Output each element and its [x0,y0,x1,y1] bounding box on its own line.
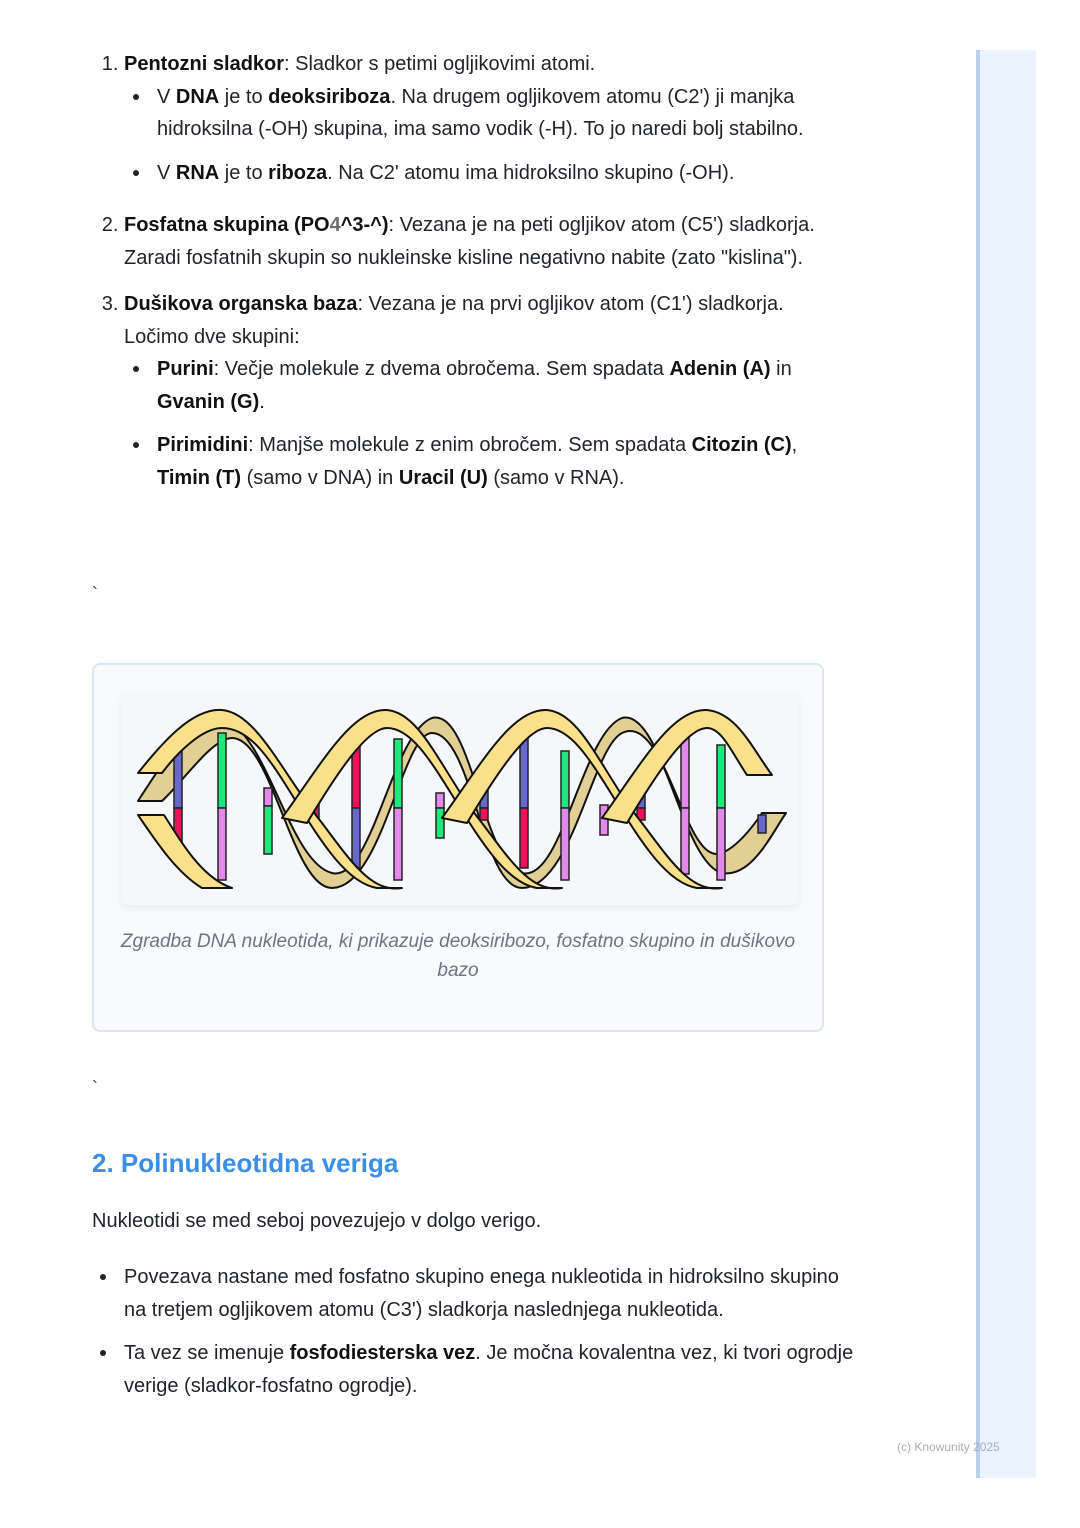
list-item: V DNA je to deoksiriboza. Na drugem ogljikovem atomu (C2') ji manjka hidroksilna (-OH) skupina, ima samo vodik (-H). To jo naredi bolj stabilno. [157,81,832,146]
list-item: Pirimidini: Manjše molekule z enim obročem. Sem spadata Citozin (C), Timin (T) (samo v DNA) in Uracil (U) (samo v RNA). [157,429,832,494]
stray-backtick: ` [92,1078,98,1098]
nucleotide-components-list [92,48,832,494]
list-item-pentose: 1. Pentozni sladkor: Sladkor s petimi ogljikovimi atomi. V DNA je to deoksiriboza. Na drugem ogljikovem atomu (C2') ji manjka hidroksilna (-OH) skupina, ima samo vodik (-H). To jo naredi bolj stabilno. V RNA je to riboza. Na C2' atomu ima hidroksilno skupino (-OH). [124,48,832,189]
figure-caption: Zgradba DNA nukleotida, ki prikazuje deoksiribozo, fosfatno skupino in dušikovo bazo [120,931,796,981]
term: Dušikova organska baza [124,293,358,315]
main-content [92,48,832,508]
term: Pentozni sladkor [124,53,285,75]
list-item-phosphate: 2. Fosfatna skupina (PO4^3-^): Vezana je na peti ogljikov atom (C5') sladkorja. Zaradi fosfatnih skupin so nukleinske kisline negativno nabite (zato "kislina"). [124,209,832,274]
list-item-base: 3. Dušikova organska baza: Vezana je na prvi ogljikov atom (C1') sladkorja. Ločimo dve skupini: Purini: Večje molekule z dvema obročema. Sem spadata Adenin (A) in Gvanin (G). Pirimidini: Manjše molekule z enim obročem. Sem spadata Citozin (C), Timin (T) (samo v DNA) in Uracil (U) (samo v RNA). [124,288,832,494]
right-sidebar-panel [976,50,1036,1478]
list-item: V RNA je to riboza. Na C2' atomu ima hidroksilno skupino (-OH). [157,157,832,190]
section-bullets [92,1261,864,1413]
term: Fosfatna skupina (PO4^3-^) [124,214,389,236]
list-item: Ta vez se imenuje fosfodiesterska vez. Je močna kovalentna vez, ki tvori ogrodje verige (sladkor-fosfatno ogrodje). [124,1337,864,1402]
dna-helix-image [122,693,798,905]
copyright-footer: (c) Knowunity 2025 [897,1440,1000,1454]
dna-helix-illustration [122,693,798,905]
section-intro: Nukleotidi se med seboj povezujejo v dolgo verigo. [92,1210,542,1232]
list-item: Purini: Večje molekule z dvema obročema. Sem spadata Adenin (A) in Gvanin (G). [157,353,832,418]
section-heading: 2. Polinukleotidna veriga [92,1148,399,1178]
sub-list [124,353,832,494]
figure-card [92,663,824,1032]
sub-list [124,81,832,190]
stray-backtick: ` [92,584,98,604]
list-item: Povezava nastane med fosfatno skupino enega nukleotida in hidroksilno skupino na tretjem ogljikovem atomu (C3') sladkorja naslednjega nukleotida. [124,1261,864,1326]
